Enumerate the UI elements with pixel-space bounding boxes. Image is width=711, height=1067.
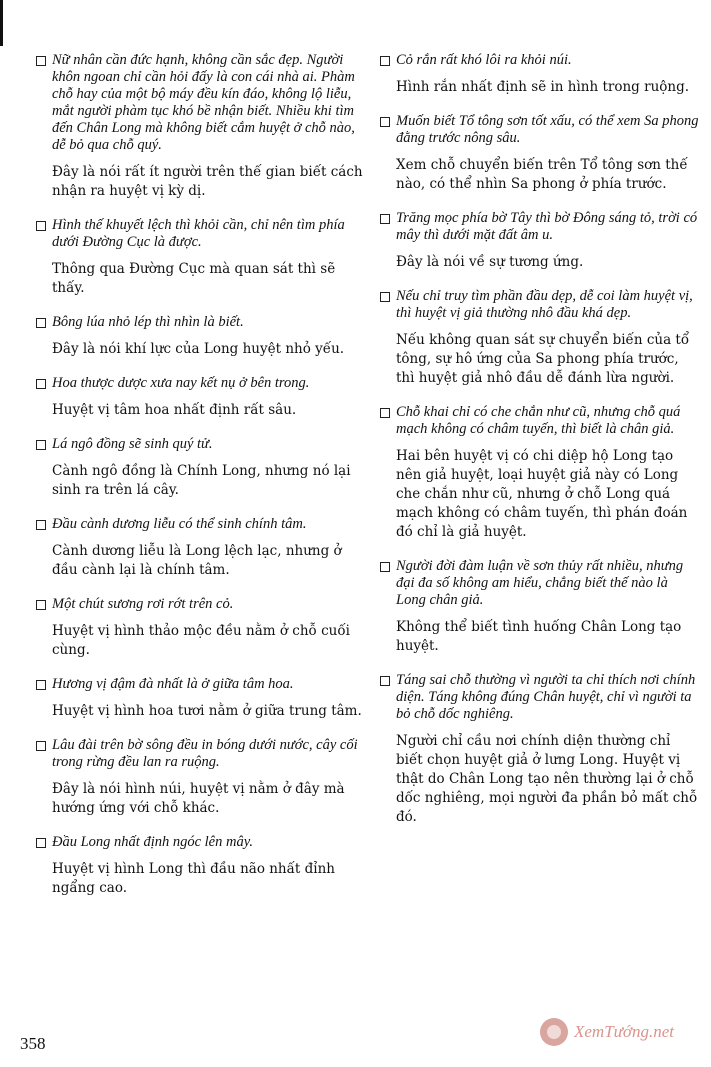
checkbox-bullet-icon: [36, 440, 46, 450]
entry-explanation: Đây là nói khí lực của Long huyệt nhỏ yếu.: [52, 341, 345, 357]
entry: [36, 737, 368, 818]
entry-heading: Một chút sương rơi rớt trên cỏ.: [52, 596, 234, 612]
entry-heading: Hương vị đậm đà nhất là ở giữa tâm hoa.: [52, 676, 294, 692]
entry-explanation: Thông qua Đường Cục mà quan sát thì sẽ thấy.: [52, 261, 336, 296]
entry: [380, 672, 700, 827]
watermark: [540, 1014, 705, 1050]
checkbox-bullet-icon: [380, 56, 390, 66]
entry-heading: Cỏ rắn rất khó lôi ra khỏi núi.: [396, 52, 572, 68]
entry-heading: Đầu Long nhất định ngóc lên mây.: [52, 834, 253, 850]
checkbox-bullet-icon: [36, 221, 46, 231]
entry-heading: Người đời đàm luận về sơn thủy rất nhiều, nhưng đại đa số không am hiểu, chẳng biết thế nào là Long chân giả.: [396, 558, 684, 608]
entry-explanation: Đây là nói về sự tương ứng.: [396, 254, 584, 270]
entry: [380, 113, 700, 194]
entry: [380, 288, 700, 388]
entry-explanation: Huyệt vị hình hoa tươi nằm ở giữa trung tâm.: [52, 703, 362, 719]
entry: [380, 404, 700, 542]
entry-heading: Bông lúa nhỏ lép thì nhìn là biết.: [52, 314, 244, 330]
yin-yang-logo-icon: [540, 1018, 568, 1046]
entry: [36, 52, 368, 201]
entry-explanation: Huyệt vị hình Long thì đầu não nhất đỉnh ngẩng cao.: [52, 861, 335, 896]
entry-explanation: Hai bên huyệt vị có chi diệp hộ Long tạo nên giả huyệt, loại huyệt giả này có Long che chắn như cũ, nhưng ở chỗ Long quá mạch không có châm tuyến, thì phán đoán đó chỉ là giả huyệt.: [396, 448, 688, 540]
entry-heading: Đầu cành dương liễu có thể sinh chính tâm.: [52, 516, 307, 532]
checkbox-bullet-icon: [36, 520, 46, 530]
entry-explanation: Huyệt vị hình thảo mộc đều nằm ở chỗ cuối cùng.: [52, 623, 350, 658]
checkbox-bullet-icon: [380, 562, 390, 572]
checkbox-bullet-icon: [380, 292, 390, 302]
right-column: [380, 52, 700, 843]
entry-heading: Hoa thược dược xưa nay kết nụ ở bên trong.: [52, 375, 310, 391]
checkbox-bullet-icon: [36, 741, 46, 751]
entry-heading: Lâu đài trên bờ sông đều in bóng dưới nước, cây cối trong rừng đều lan ra ruộng.: [52, 737, 358, 770]
entry: [380, 210, 700, 272]
checkbox-bullet-icon: [36, 838, 46, 848]
entry: [36, 516, 368, 580]
checkbox-bullet-icon: [36, 56, 46, 66]
entry-explanation: Người chỉ cầu nơi chính diện thường chỉ biết chọn huyệt giả ở lưng Long. Huyệt vị thật do Chân Long tạo nên thường lại ở chỗ dốc nghiêng, mọi người đa phần bỏ mất chỗ đó.: [396, 733, 698, 825]
entry-explanation: Đây là nói hình núi, huyệt vị nằm ở đây mà hướng ứng với chỗ khác.: [52, 781, 345, 816]
checkbox-bullet-icon: [380, 117, 390, 127]
entry-explanation: Đây là nói rất ít người trên thế gian biết cách nhận ra huyệt vị kỳ dị.: [52, 164, 363, 199]
left-column: [36, 52, 368, 914]
checkbox-bullet-icon: [36, 600, 46, 610]
entry: [36, 596, 368, 660]
entry: [36, 375, 368, 420]
checkbox-bullet-icon: [380, 676, 390, 686]
checkbox-bullet-icon: [380, 214, 390, 224]
entry-heading: Hình thế khuyết lệch thì khỏi cần, chỉ nên tìm phía dưới Đường Cục là được.: [52, 217, 345, 250]
checkbox-bullet-icon: [36, 680, 46, 690]
watermark-text: XemTướng.net: [574, 1022, 675, 1041]
entry: [380, 52, 700, 97]
entry-explanation: Xem chỗ chuyển biến trên Tổ tông sơn thế nào, có thể nhìn Sa phong ở phía trước.: [396, 157, 688, 192]
entry: [36, 834, 368, 898]
entry-heading: Lá ngô đồng sẽ sinh quý tử.: [52, 436, 213, 452]
entry-explanation: Cành dương liễu là Long lệch lạc, nhưng ở đầu cành lại là chính tâm.: [52, 543, 342, 578]
entry: [36, 314, 368, 359]
entry: [36, 217, 368, 298]
entry-explanation: Không thể biết tình huống Chân Long tạo huyệt.: [396, 619, 682, 654]
entry-explanation: Cành ngô đồng là Chính Long, nhưng nó lại sinh ra trên lá cây.: [52, 463, 351, 498]
entry-heading: Nữ nhân cần đức hạnh, không cần sắc đẹp. Người khôn ngoan chỉ cần hỏi đấy là con cái nhà ai. Phàm chỗ hay của một bộ máy đều kín đáo, không lộ liễu, mắt người phàm tục khó bề nhận biết. Nhiều khi tìm đến Chân Long mà không biết cắm huyệt ở chỗ nào, dễ bỏ qua chỗ quý.: [52, 52, 355, 153]
checkbox-bullet-icon: [380, 408, 390, 418]
checkbox-bullet-icon: [36, 379, 46, 389]
entry-explanation: Nếu không quan sát sự chuyển biến của tổ tông, sự hô ứng của Sa phong phía trước, thì huyệt giả nhô đầu dễ đánh lừa người.: [396, 332, 690, 386]
checkbox-bullet-icon: [36, 318, 46, 328]
entry-heading: Táng sai chỗ thường vì người ta chỉ thích nơi chính diện. Táng không đúng Chân huyệt, chỉ vì người ta bỏ chỗ dốc nghiêng.: [396, 672, 696, 722]
entry-explanation: Hình rắn nhất định sẽ in hình trong ruộng.: [396, 79, 690, 95]
entry-heading: Muốn biết Tổ tông sơn tốt xấu, có thể xem Sa phong đằng trước nông sâu.: [396, 113, 699, 146]
entry: [36, 676, 368, 721]
page-number: 358: [20, 1034, 46, 1053]
entry-explanation: Huyệt vị tâm hoa nhất định rất sâu.: [52, 402, 297, 418]
entry-heading: Trăng mọc phía bờ Tây thì bờ Đông sáng tỏ, trời có mây thì dưới mặt đất âm u.: [396, 210, 698, 243]
entry: [36, 436, 368, 500]
entry: [380, 558, 700, 656]
entry-heading: Nếu chỉ truy tìm phần đầu dẹp, dễ coi làm huyệt vị, thì huyệt vị giả thường nhô đầu khá dẹp.: [396, 288, 693, 321]
entry-heading: Chỗ khai chỉ có che chắn như cũ, nhưng chỗ quá mạch không có châm tuyến, thì biết là chân giả.: [396, 404, 681, 437]
page-edge-mark: [0, 0, 3, 46]
